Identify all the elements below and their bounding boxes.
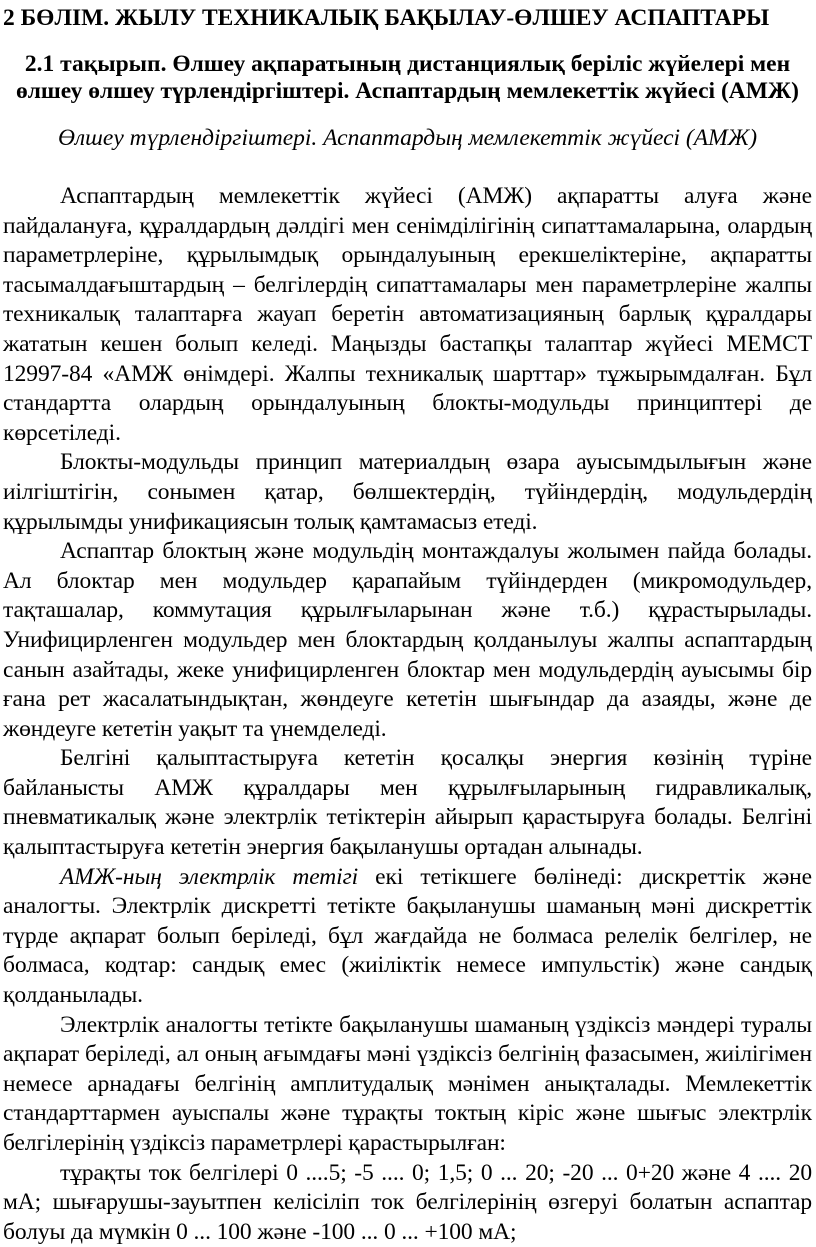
paragraph-2: Блокты-модульды принцип материалдың өзара ауысымдылығын және иілгіштігін, сонымен қатар, бөлшектердің, түйіндердің, модульдердің құрылымды унификациясын толық қамтамасыз етеді.: [3, 449, 812, 535]
paragraph-5-italic-lead: АМЖ-ның электрлік тетігі: [60, 863, 359, 890]
paragraph-4: Белгіні қалыптастыруға кететін қосалқы энергия көзінің түріне байланысты АМЖ құралдары мен құрылғыларының гидравликалық, пневматикалық және электрлік тетіктерін айырып қарастыруға болады. Белгіні қалыптастыруға кететін энергия бақыланушы ортадан алынады.: [3, 745, 812, 861]
document-body: [3, 182, 812, 1247]
section-heading: 2 БӨЛІМ. ЖЫЛУ ТЕХНИКАЛЫҚ БАҚЫЛАУ-ӨЛШЕУ АСПАПТАРЫ: [3, 5, 770, 31]
paragraph-5: [3, 863, 812, 1011]
paragraph-5-text: екі тетікшеге бөлінеді: дискреттік және аналогты. Электрлік дискретті тетікте бақыланушы шаманың мәні дискреттік түрде ақпарат болып беріледі, бұл жағдайда не болмаса релелік белгілер, не болмаса, кодтар: сандық емес (жиіліктік немесе импульстік) және сандық қолданылады.: [3, 863, 812, 1009]
paragraph-3: Аспаптар блоктың және модульдің монтаждалуы жолымен пайда болады. Ал блоктар мен модульдер қарапайым түйіндерден (микромодульдер, тақташалар, коммутация құрылғыларынан және т.б.) құрастырылады. Унифицирленген модульдер мен блоктардың қолданылуы жалпы аспаптардың санын азайтады, жеке унифицирленген блоктар мен модульдердің ауысымы бір ғана рет жасалатындықтан, жөндеуге кететін шығындар да азаяды, және де жөндеуге кететін уақыт та үнемделеді.: [3, 538, 812, 742]
paragraph-1: Аспаптардың мемлекеттік жүйесі (АМЖ) ақпаратты алуға және пайдалануға, құралдардың дәлдігі мен сенімділігінің сипаттамаларына, олардың параметрлеріне, құрылымдық орындалуының ерекшеліктеріне, ақпаратты тасымалдағыштардың – белгілердің сипаттамалары мен параметрлеріне жалпы техникалық талаптарға жауап беретін автоматизацияның барлық құралдары жататын кешен болып келеді. Маңызды бастапқы талаптар жүйесі МЕМСТ 12997-84 «АМЖ өнімдері. Жалпы техникалық шарттар» тұжырымдалған. Бұл стандартта олардың орындалуының блокты-модульды принциптері де көрсетіледі.: [3, 183, 812, 446]
paragraph-6: Электрлік аналогты тетікте бақыланушы шаманың үздіксіз мәндері туралы ақпарат беріледі, ал оның ағымдағы мәні үздіксіз белгінің фазасымен, жиілігімен немесе арнадағы белгінің амплитудалық мәнімен анықталады. Мемлекеттік стандарттармен ауыспалы және тұрақты токтың кіріс және шығыс электрлік белгілерінің үздіксіз параметрлері қарастырылған:: [3, 1011, 812, 1156]
topic-heading: 2.1 тақырып. Өлшеу ақпаратының дистанциялық беріліс жүйелері мен өлшеу өлшеу түрлендіргіштері. Аспаптардың мемлекеттік жүйесі (АМЖ): [16, 51, 799, 104]
paragraph-7: тұрақты ток белгілері 0 ....5; -5 .... 0; 1,5; 0 ... 20; -20 ... 0+20 және 4 .... 20 мА; шығарушы-зауытпен келісіліп ток белгілерінің өзгеруі болатын аспаптар болуы да мүмкін 0 ... 100 және -100 ... 0 ... +100 мА;: [3, 1159, 812, 1245]
subtitle: Өлшеу түрлендіргіштері. Аспаптардың мемлекеттік жүйесі (АМЖ): [57, 125, 758, 151]
